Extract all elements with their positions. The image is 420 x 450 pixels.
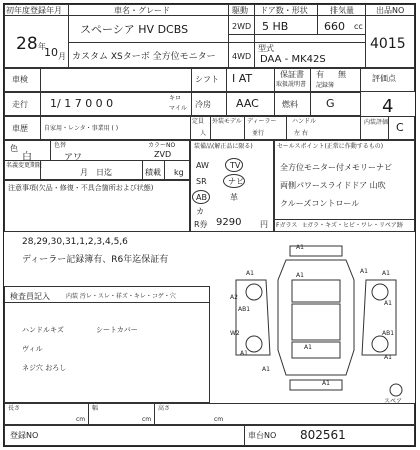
- left-rear-wheel: [246, 336, 262, 352]
- left-front-wheel: [246, 284, 262, 300]
- first-reg-year: 28: [16, 34, 38, 54]
- mark-right-rear: A1: [384, 354, 392, 361]
- load-label: 積載: [145, 168, 161, 177]
- change-label: 名義変更期限: [6, 162, 43, 169]
- right-front-wheel: [372, 284, 388, 300]
- equip-sr: SR: [196, 177, 207, 186]
- dealer-value: 並行: [252, 130, 265, 137]
- reg-no-label: 登録NO: [10, 431, 39, 440]
- spare-label: スペア: [384, 398, 403, 405]
- interior-value: C: [396, 121, 404, 134]
- mark-rear: A1: [322, 380, 330, 387]
- car-diagram: [226, 240, 412, 400]
- equip-ab: AB: [196, 193, 207, 202]
- windshield: [292, 280, 340, 302]
- warranty-label: 保証書: [280, 70, 304, 79]
- mark-front: A1: [296, 244, 304, 251]
- warranty-sub2: 記録簿: [316, 82, 335, 89]
- notes-line1: 28,29,30,31,1,2,3,4,5,6: [22, 237, 128, 247]
- right-rear-wheel: [372, 336, 388, 352]
- exhibit-label: 出品NO: [376, 6, 405, 15]
- equip-aw: AW: [196, 161, 209, 170]
- model-label: 型式: [258, 44, 274, 53]
- model-value: DAA - MK42S: [260, 54, 326, 65]
- equip-leather: 革: [230, 193, 238, 202]
- chassis-no-value: 802561: [300, 428, 346, 442]
- inspector-categories: 内装 汚レ・スレ・祥ズ・キレ・コゲ・穴: [66, 293, 176, 300]
- ac-label: 冷房: [195, 100, 211, 109]
- warranty-opt2: 無: [338, 70, 346, 79]
- exhibit-no: 4015: [370, 36, 406, 52]
- history-label: 車歴: [12, 124, 28, 133]
- inspector-note3: ヴィル: [22, 345, 43, 353]
- mark-right-ab1: AB1: [382, 330, 395, 337]
- score-label: 評価点: [372, 74, 396, 83]
- capacity-value: 人: [200, 130, 207, 137]
- mileage-unit: キロ: [169, 95, 182, 102]
- color-no-value: ZVD: [154, 150, 172, 159]
- right-side: [362, 280, 396, 355]
- notes-title: 注意事項(欠品・修復・不具合箇所および状態): [8, 184, 154, 192]
- mark-rear-left: A1: [262, 366, 270, 373]
- mileage-label: 走行: [12, 100, 28, 109]
- spare-tire: [390, 384, 402, 396]
- mark-right-a1: A1: [384, 300, 392, 307]
- sales-point-line2: 両側パワースライドドア 山吹: [280, 181, 386, 190]
- width-label: 幅: [92, 405, 99, 412]
- warranty-sub: 取扱説明書: [276, 81, 307, 88]
- height-label: 高さ: [158, 405, 171, 412]
- equip-circle: [225, 158, 243, 172]
- fuel-value: G: [326, 97, 335, 110]
- length-unit: cm: [76, 416, 86, 423]
- first-reg-label: 初年度登録年月: [6, 6, 62, 15]
- mark-left-ab1: AB1: [238, 306, 251, 313]
- mileage-unit2: マイル: [169, 105, 187, 112]
- sales-point-title: セールスポイント(正常に作動するもの): [277, 143, 384, 150]
- notes-line2: ディーラー記録簿有、R6年迄保証有: [22, 255, 169, 265]
- displacement-unit: cc: [354, 22, 363, 31]
- first-reg-month: 10: [44, 46, 58, 59]
- mark-right-front: A1: [382, 270, 390, 277]
- recycle-label: R券: [194, 220, 208, 229]
- dealer-label: ディーラー: [247, 118, 277, 125]
- mark-roof: A1: [304, 344, 312, 351]
- auction-sheet: 初年度登録年月 28 年 10 月 車名・グレード スペーシア HV DCBS カスタム XSターボ 全方位モニター 駆動 2WD 4WD ドア数・形状 5 HB 排気量 660 cc 型式 DAA - MK42S 出品NO 4015 車検 シフト I AT 保証書 取扱説明書 有 無 記録簿 評価点 走行 1/ 1 7 0 0 0 キロ マイル 冷房 AAC 燃料 G 4 車歴 自家用・レンタ・事業用 ( ) 定員 人 外装モデル ディーラー 並行 ハンドル 左 右 内装評価 C 色 白 色替 アワ カラーNO ZVD 名義変更期限 月 日迄 積載 kg 装備品(解正品に限る) AW TV SR ナビ AB 革 カ R券 9290 円 セールスポイント(正常に作動するもの) 全方位モニター付メモリーナビ 両側パワースライドドア 山吹 クルーズコントロール Fガラス I:ガラ・キズ・ヒビ・ワレ・リペア跡 注意事項(欠品・修復・不具合箇所および状態) 28,29,30,31,1,2,3,4,5,6 ディーラー記録簿有、R6年迄保証有 検査員記入 内装 汚レ・スレ・祥ズ・キレ・コゲ・穴 ハンドルキズ シートカバー ヴィル ネジ穴 おろし A1 A1 A1 A2 A1 W2 AB1 AB1 A1 A1 A1 A1 A1 A1 A1 スペア 長さ cm 幅 cm 高さ cm 登録NO 車台NO 802561: [3, 3, 416, 447]
- mark-hood: A1: [296, 272, 304, 279]
- recycle-unit: 円: [260, 220, 268, 229]
- change-date: 月 日迄: [80, 168, 112, 177]
- roof: [292, 304, 340, 340]
- height-unit: cm: [214, 416, 224, 423]
- capacity-label: 定員: [192, 118, 205, 125]
- history-options: 自家用・レンタ・事業用 ( ): [44, 125, 119, 132]
- mileage-value: 1/ 1 7 0 0 0: [50, 97, 114, 110]
- month-unit: 月: [58, 52, 66, 61]
- inspector-note2: シートカバー: [96, 326, 138, 334]
- color-value: 白: [22, 152, 32, 163]
- year-unit: 年: [38, 42, 46, 51]
- mark-left-rear: A1: [240, 350, 248, 357]
- mark-fender: A1: [360, 268, 368, 275]
- grade: カスタム XSターボ 全方位モニター: [72, 52, 216, 62]
- shift-value: I AT: [232, 72, 253, 85]
- recycle-value: 9290: [216, 217, 242, 228]
- rear-window: [292, 342, 340, 358]
- name-grade-label: 車名・グレード: [114, 6, 170, 15]
- sales-point-line1: 全方位モニター付メモリーナビ: [280, 163, 392, 172]
- mark-left-w2: W2: [230, 330, 240, 337]
- load-unit: kg: [174, 168, 184, 177]
- sales-point-footer: Fガラス I:ガラ・キズ・ヒビ・ワレ・リペア跡: [276, 222, 403, 229]
- equip-navi: ナビ: [228, 177, 244, 186]
- equip-ka: カ: [196, 207, 204, 216]
- door-label: ドア数・形状: [260, 6, 308, 15]
- ext-color-label: 外装モデル: [212, 118, 242, 125]
- rear-bumper: [290, 380, 342, 390]
- door-value: 5 HB: [262, 20, 289, 33]
- score-value: 4: [382, 96, 394, 117]
- mark-left-a2: A2: [230, 294, 238, 301]
- inspector-title: 検査員記入: [10, 292, 50, 301]
- mark-left-front: A1: [246, 270, 254, 277]
- sales-point-line3: クルーズコントロール: [280, 199, 360, 208]
- color-sub: 色替: [54, 142, 67, 149]
- inspector-note1: ハンドルキズ: [22, 326, 64, 334]
- equip-circle: [223, 174, 245, 188]
- ac-value: AAC: [236, 97, 259, 110]
- drive-4wd: 4WD: [232, 52, 252, 61]
- fuel-label: 燃料: [282, 100, 298, 109]
- equip-circle: [192, 190, 210, 204]
- width-unit: cm: [142, 416, 152, 423]
- color-no-label: カラーNO: [148, 142, 176, 149]
- drive-label: 駆動: [232, 6, 248, 15]
- handle-label: ハンドル: [292, 118, 317, 125]
- displacement-value: 660: [324, 20, 345, 33]
- drive-2wd: 2WD: [232, 22, 252, 31]
- model-name: スペーシア HV DCBS: [80, 23, 189, 36]
- shaken-label: 車検: [12, 75, 28, 84]
- inspector-note4: ネジ穴 おろし: [22, 364, 67, 372]
- displacement-label: 排気量: [330, 6, 354, 15]
- left-side: [236, 280, 270, 355]
- handle-value: 左 右: [294, 130, 308, 137]
- length-label: 長さ: [8, 405, 21, 412]
- equip-tv: TV: [230, 161, 241, 170]
- equipment-title: 装備品(解正品に限る): [194, 143, 253, 150]
- interior-label: 内装評価: [364, 119, 389, 126]
- warranty-opt1: 有: [316, 70, 324, 79]
- color-label: 色: [10, 144, 18, 153]
- chassis-no-label: 車台NO: [248, 431, 277, 440]
- shift-label: シフト: [195, 75, 219, 84]
